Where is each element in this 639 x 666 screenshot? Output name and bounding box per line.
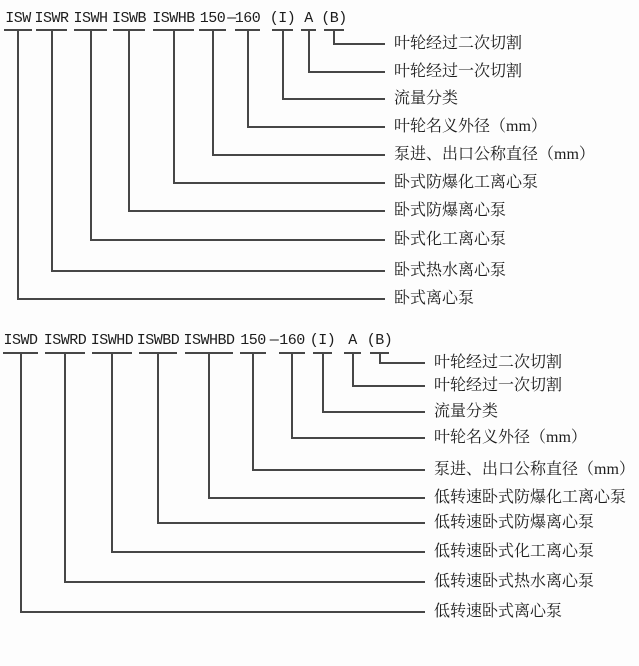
connector-vertical-line bbox=[111, 354, 113, 553]
connector-horizontal-line bbox=[212, 154, 385, 156]
connector-horizontal-line bbox=[333, 43, 385, 45]
model-code-token: ISW bbox=[5, 10, 31, 27]
connector-horizontal-line bbox=[64, 581, 425, 583]
connector-vertical-line bbox=[20, 354, 22, 613]
connector-horizontal-line bbox=[17, 298, 385, 300]
meaning-label: 叶轮名义外径（mm） bbox=[434, 429, 587, 446]
meaning-label: 泵进、出口公称直径（mm） bbox=[394, 146, 595, 163]
model-code-token: A bbox=[304, 10, 313, 27]
connector-horizontal-line bbox=[291, 437, 425, 439]
connector-horizontal-line bbox=[352, 385, 425, 387]
connector-vertical-line bbox=[212, 31, 214, 156]
model-code-token: 150 bbox=[199, 10, 226, 27]
model-code-token: 160 bbox=[234, 10, 261, 27]
model-code-token: A bbox=[348, 332, 357, 349]
connector-vertical-line bbox=[247, 31, 249, 128]
model-code-token: ISWHD bbox=[90, 332, 134, 349]
meaning-label: 低转速卧式热水离心泵 bbox=[434, 573, 595, 590]
model-code-token: ISWB bbox=[111, 10, 146, 27]
connector-horizontal-line bbox=[379, 362, 425, 364]
model-code-token: — bbox=[227, 10, 236, 27]
model-code-token: ISWRD bbox=[43, 332, 87, 349]
connector-horizontal-line bbox=[282, 98, 385, 100]
connector-vertical-line bbox=[51, 31, 53, 272]
connector-vertical-line bbox=[128, 31, 130, 212]
connector-vertical-line bbox=[252, 354, 254, 471]
connector-horizontal-line bbox=[51, 270, 385, 272]
meaning-label: 卧式防爆离心泵 bbox=[394, 202, 507, 219]
connector-vertical-line bbox=[157, 354, 159, 524]
model-code-token: ISWH bbox=[73, 10, 108, 27]
connector-vertical-line bbox=[90, 31, 92, 241]
meaning-label: 卧式防爆化工离心泵 bbox=[394, 174, 539, 191]
meaning-label: 流量分类 bbox=[434, 403, 499, 420]
connector-horizontal-line bbox=[208, 497, 425, 499]
connector-vertical-line bbox=[291, 354, 293, 439]
meaning-label: 低转速卧式防爆化工离心泵 bbox=[434, 489, 627, 506]
model-code-token: (B) bbox=[366, 332, 393, 349]
model-code-token: 160 bbox=[279, 332, 305, 349]
connector-vertical-line bbox=[322, 354, 324, 413]
model-code-token: ISWHB bbox=[152, 10, 195, 27]
model-code-token: — bbox=[269, 332, 279, 349]
meaning-label: 低转速卧式防爆离心泵 bbox=[434, 514, 595, 531]
connector-horizontal-line bbox=[173, 182, 385, 184]
model-code-token: ISWHBD bbox=[183, 332, 235, 349]
connector-horizontal-line bbox=[252, 469, 425, 471]
connector-vertical-line bbox=[282, 31, 284, 100]
connector-horizontal-line bbox=[157, 522, 425, 524]
meaning-label: 泵进、出口公称直径（mm） bbox=[434, 461, 635, 478]
connector-vertical-line bbox=[308, 31, 310, 73]
connector-vertical-line bbox=[352, 354, 354, 387]
connector-vertical-line bbox=[64, 354, 66, 583]
model-code-token: (B) bbox=[321, 10, 347, 27]
model-code-token: (I) bbox=[309, 332, 336, 349]
model-code-token: ISWD bbox=[3, 332, 38, 349]
meaning-label: 卧式化工离心泵 bbox=[394, 231, 507, 248]
meaning-label: 叶轮经过一次切割 bbox=[394, 63, 523, 80]
meaning-label: 叶轮经过二次切割 bbox=[434, 354, 563, 371]
meaning-label: 叶轮名义外径（mm） bbox=[394, 118, 547, 135]
model-code-token: 150 bbox=[240, 332, 266, 349]
connector-vertical-line bbox=[208, 354, 210, 499]
connector-horizontal-line bbox=[308, 71, 385, 73]
meaning-label: 叶轮经过一次切割 bbox=[434, 377, 563, 394]
meaning-label: 卧式热水离心泵 bbox=[394, 262, 507, 279]
meaning-label: 低转速卧式化工离心泵 bbox=[434, 543, 595, 560]
model-code-token: ISWBD bbox=[136, 332, 180, 349]
connector-horizontal-line bbox=[20, 611, 425, 613]
connector-horizontal-line bbox=[247, 126, 385, 128]
connector-vertical-line bbox=[17, 31, 19, 300]
connector-horizontal-line bbox=[322, 411, 425, 413]
meaning-label: 叶轮经过二次切割 bbox=[394, 35, 523, 52]
connector-horizontal-line bbox=[90, 239, 385, 241]
meaning-label: 流量分类 bbox=[394, 90, 459, 107]
model-code-token: ISWR bbox=[34, 10, 69, 27]
connector-horizontal-line bbox=[111, 551, 425, 553]
connector-vertical-line bbox=[173, 31, 175, 184]
connector-horizontal-line bbox=[128, 210, 385, 212]
meaning-label: 卧式离心泵 bbox=[394, 290, 475, 307]
model-code-token: (I) bbox=[269, 10, 296, 27]
meaning-label: 低转速卧式离心泵 bbox=[434, 603, 563, 620]
